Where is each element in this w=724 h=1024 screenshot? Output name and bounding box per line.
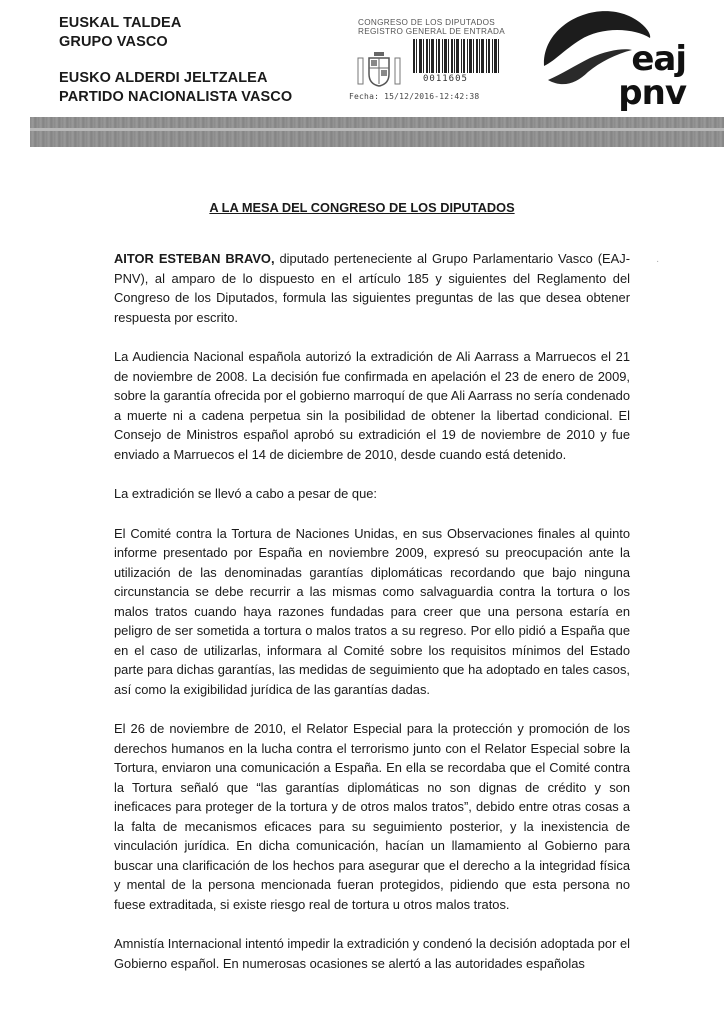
document-body: [114, 249, 630, 993]
document-heading: A LA MESA DEL CONGRESO DE LOS DIPUTADOS: [209, 200, 515, 215]
paragraph-amnesty: Amnistía Internacional intentó impedir la extradición y condenó la decisión adoptada por el Gobierno español. En numerosas ocasiones se alertó a las autoridades españolas: [114, 936, 630, 971]
party-name: [59, 69, 292, 107]
stamp-title-line1: CONGRESO DE LOS DIPUTADOS: [358, 18, 496, 27]
author-name: AITOR ESTEBAN BRAVO,: [114, 251, 275, 266]
intro-text: diputado perteneciente al Grupo Parlamentario Vasco (EAJ-PNV), al amparo de lo dispuesto en el artículo 185 y siguientes del Reglamento del Congreso de los Diputados, formula las siguientes preguntas de las que desea obtener respuesta por escrito.: [114, 251, 630, 325]
group-name-basque: EUSKAL TALDEA: [59, 15, 182, 31]
stamp-title-line2: REGISTRO GENERAL DE ENTRADA: [358, 27, 506, 36]
coat-of-arms-icon: [354, 48, 404, 90]
margin-mark: ·: [656, 256, 660, 267]
eaj-pnv-logo: [538, 4, 688, 116]
party-name-spanish: PARTIDO NACIONALISTA VASCO: [59, 89, 293, 105]
paragraph-extradition: La Audiencia Nacional española autorizó la extradición de Ali Aarrass a Marruecos el 21 de noviembre de 2008. La decisión fue confirmada en apelación el 23 de enero de 2009, sobre la garantía ofrecida por el gobierno marroquí de que Ali Aarrass no sería condenado a muerte ni a cadena perpetua sin la posibilidad de obtener la libertad condicional. El Consejo de Ministros español aprobó su extradición el 19 de noviembre de 2010 y fue enviado a Marruecos el 14 de diciembre de 2010, desde cuando está detenido.: [114, 349, 630, 462]
group-name: [59, 14, 181, 52]
header-divider-band: [30, 117, 724, 147]
party-name-basque: EUSKO ALDERDI JELTZALEA: [59, 70, 268, 86]
registry-number: 0011605: [423, 74, 468, 84]
paragraph-despite: La extradición se llevó a cabo a pesar de que:: [114, 486, 377, 501]
logo-pnv-text: pnv: [618, 73, 686, 113]
barcode-icon: [413, 39, 499, 73]
logo-eaj-text: eaj: [631, 39, 686, 79]
paragraph-committee: El Comité contra la Tortura de Naciones Unidas, en sus Observaciones finales al quinto informe presentado por España en noviembre 2009, expresó su preocupación ante la utilización de las denominadas garantías diplomáticas recordando que bajo ninguna circunstancia se debe recurrir a las mismas como salvaguardia contra la tortura o los malos tratos cuando haya razones fundadas para creer que una persona estaría en peligro de ser sometida a tortura o malos tratos a su regreso. Por ello pidió a España que en el caso de utilizarlas, informara al Comité sobre los requisitos mínimos del Estado parte para dichas garantías, las medidas de seguimiento que ha adoptado en tales casos, así como la exigibilidad jurídica de las garantías dadas.: [114, 525, 630, 697]
group-name-spanish: GRUPO VASCO: [59, 34, 168, 50]
intro-paragraph: [114, 249, 630, 327]
registry-stamp: [340, 18, 520, 106]
stamp-title: [358, 18, 505, 36]
paragraph-rapporteur: El 26 de noviembre de 2010, el Relator Especial para la protección y promoción de los derechos humanos en la lucha contra el terrorismo junto con el Relator Especial sobre la Tortura, enviaron una comunicación a España. En ella se recordaba que el Comité contra la Tortura señaló que “las garantías diplomáticas no son dignas de crédito y son ineficaces para proteger de la tortura y de otros malos tratos”, debido entre otras cosas a la falta de mecanismos eficaces para su seguimiento posterior, y la inexistencia de vinculación jurídica. En dicha comunicación, hacían un llamamiento al Gobierno para buscar una clarificación de los hechos para asegurar que el derecho a la integridad física y mental de la persona mencionada fueran protegidos, pidiendo que esta persona no fuese extraditada, si existe riesgo real de tortura u otros malos tratos.: [114, 721, 630, 912]
registry-date: Fecha: 15/12/2016-12:42:38: [349, 92, 480, 101]
